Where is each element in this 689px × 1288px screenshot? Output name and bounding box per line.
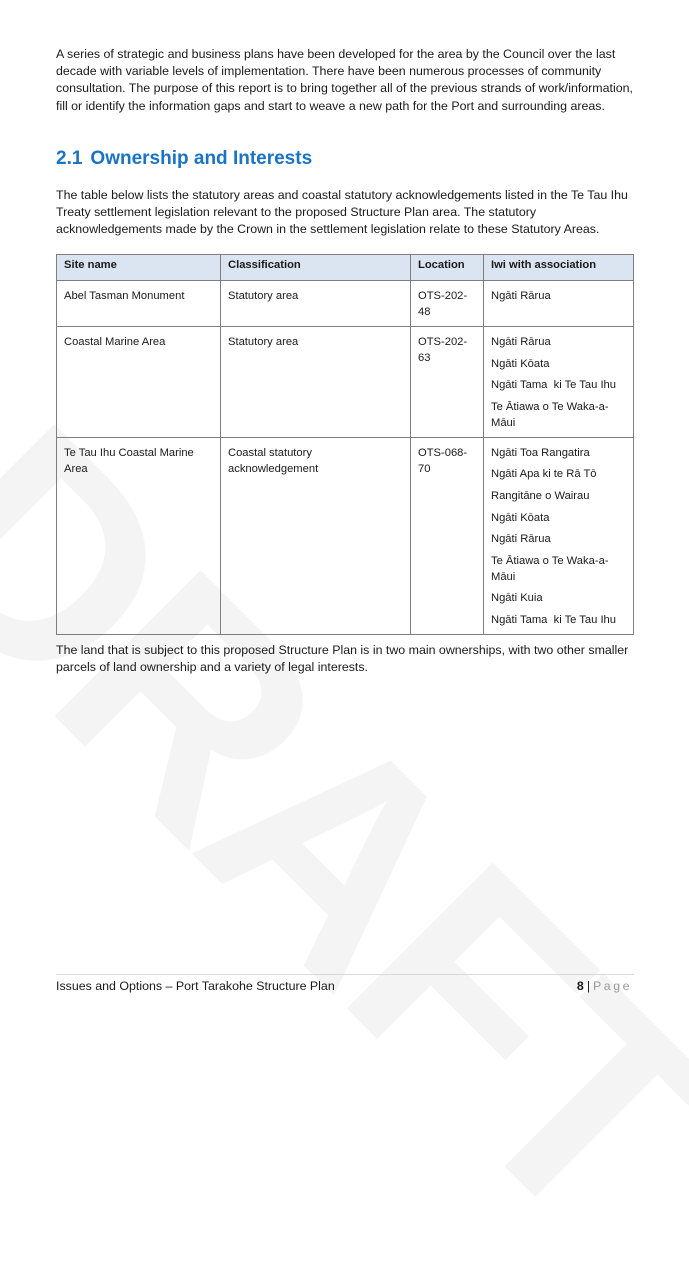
section-number: 2.1 <box>56 148 83 169</box>
iwi-item: Ngāti Tama ki Te Tau Ihu <box>491 379 616 392</box>
iwi-item: Ngāti Rārua <box>491 336 551 348</box>
site-name-cell: Abel Tasman Monument <box>57 281 221 327</box>
iwi-item: Ngāti Tama ki Te Tau Ihu <box>491 613 616 626</box>
table-intro-paragraph: The table below lists the statutory areas and coastal statutory acknowledgements listed in the Te Tau Ihu Treaty settlement legislation relevant to the proposed Structure Plan area. The statutory acknowledgements made by the Crown in the settlement legislation relate to these Statutory Areas. <box>56 188 628 237</box>
page-number: 8 <box>576 979 584 993</box>
iwi-item: Ngāti Rārua <box>491 533 551 546</box>
classification-cell: Statutory area <box>221 327 411 438</box>
classification-cell: Statutory area <box>221 281 411 327</box>
table-row <box>57 281 634 327</box>
site-name-cell: Coastal Marine Area <box>57 327 221 438</box>
table-row <box>57 327 634 438</box>
page-separator: | <box>586 979 591 993</box>
header-location: Location <box>411 255 484 281</box>
table-row <box>57 437 634 634</box>
statutory-areas-table <box>56 254 634 635</box>
header-classification: Classification <box>221 255 411 281</box>
iwi-item: Ngāti Toa Rangatira <box>491 446 590 459</box>
section-heading <box>56 148 312 170</box>
location-cell: OTS-068-70 <box>411 437 484 634</box>
iwi-item: Ngāti Kōata <box>491 511 550 524</box>
location-cell: OTS-202-63 <box>411 327 484 438</box>
footer-divider <box>56 974 634 975</box>
iwi-item: Ngāti Rārua <box>491 290 551 302</box>
site-name-cell: Te Tau Ihu Coastal Marine Area <box>57 437 221 634</box>
iwi-item: Ngāti Apa ki te Rā Tō <box>491 468 597 481</box>
iwi-item: Ngāti Kuia <box>491 592 543 605</box>
table-header-row <box>57 255 634 281</box>
header-site-name: Site name <box>57 255 221 281</box>
location-cell: OTS-202-48 <box>411 281 484 327</box>
iwi-item: Ngāti Kōata <box>491 357 550 370</box>
page-label: Page <box>593 979 632 993</box>
iwi-item: Rangitāne o Wairau <box>491 489 590 502</box>
closing-paragraph: The land that is subject to this proposed Structure Plan is in two main ownerships, with two other smaller parcels of land ownership and a variety of legal interests. <box>56 643 629 675</box>
intro-paragraph: A series of strategic and business plans have been developed for the area by the Council over the last decade with variable levels of implementation. There have been numerous processes of community consultation. The purpose of this report is to bring together all of the previous strands of work/information, fill or identify the information gaps and start to weave a new path for the Port and surrounding areas. <box>56 47 633 113</box>
classification-cell: Coastal statutory acknowledgement <box>221 437 411 634</box>
footer-document-title: Issues and Options – Port Tarakohe Structure Plan <box>56 979 335 993</box>
iwi-cell <box>484 281 634 327</box>
iwi-cell <box>484 327 634 438</box>
iwi-cell <box>484 437 634 634</box>
header-iwi: Iwi with association <box>484 255 634 281</box>
iwi-item: Te Ātiawa o Te Waka-a-Māui <box>491 554 609 583</box>
section-title: Ownership and Interests <box>90 148 313 169</box>
iwi-item: Te Ātiawa o Te Waka-a-Māui <box>491 400 609 429</box>
footer-page-indicator <box>577 979 632 993</box>
